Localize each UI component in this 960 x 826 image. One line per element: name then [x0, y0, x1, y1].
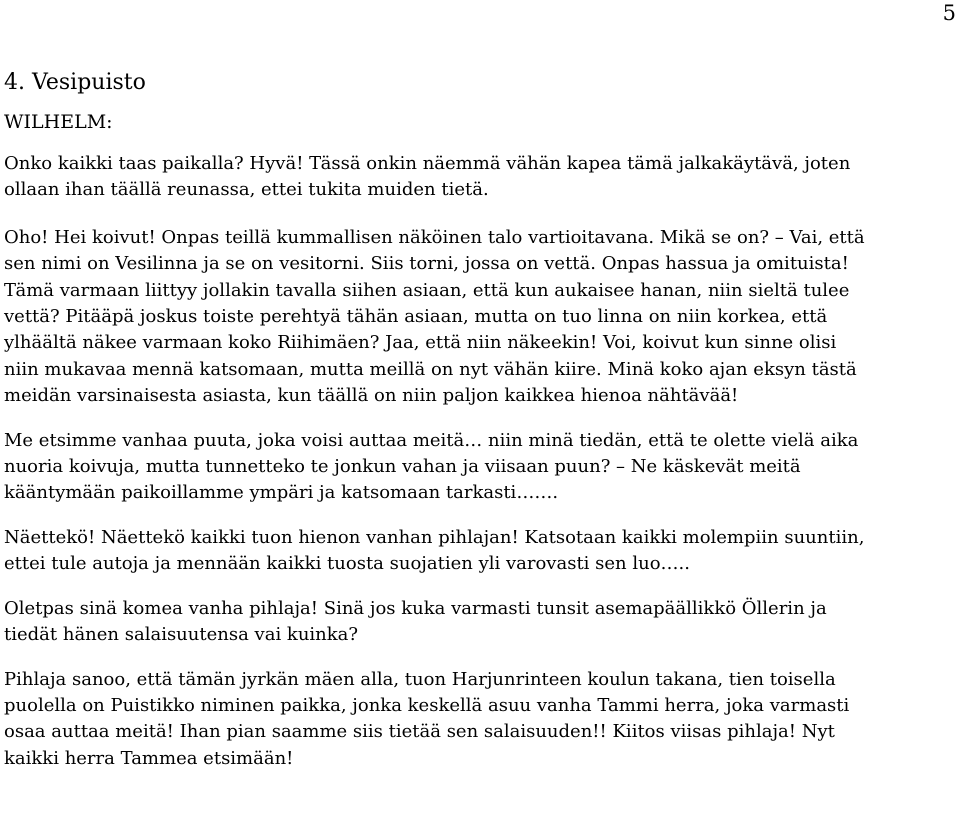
text-line: kaikki herra Tammea etsimään!: [4, 747, 294, 769]
paragraph-2: [4, 225, 956, 410]
text-line: ollaan ihan täällä reunassa, ettei tukita muiden tietä.: [4, 179, 489, 201]
text-line: vettä? Pitääpä joskus toiste perehtyä tähän asiaan, mutta on tuo linna on niin korkea, että: [4, 306, 828, 328]
page-number: 5: [942, 1, 956, 25]
text-line: kääntymään paikoillamme ympäri ja katsomaan tarkasti…….: [4, 482, 559, 504]
text-line: meidän varsinaisesta asiasta, kun täällä on niin paljon kaikkea hienoa nähtävää!: [4, 385, 739, 407]
text-line: osaa auttaa meitä! Ihan pian saamme siis tietää sen salaisuuden!! Kiitos viisas pihlaja! Nyt: [4, 721, 835, 743]
document-body: [4, 68, 956, 790]
text-line: niin mukavaa mennä katsomaan, mutta meillä on nyt vähän kiire. Minä koko ajan eksyn tästä: [4, 358, 857, 380]
text-line: Oletpas sinä komea vanha pihlaja! Sinä jos kuka varmasti tunsit asemapäällikkö Öllerin ja: [4, 597, 827, 619]
text-line: sen nimi on Vesilinna ja se on vesitorni. Siis torni, jossa on vettä. Onpas hassua ja omituista!: [4, 253, 849, 275]
text-line: Onko kaikki taas paikalla? Hyvä! Tässä onkin näemmä vähän kapea tämä jalkakäytävä, joten: [4, 153, 851, 174]
speaker-label: WILHELM:: [4, 111, 113, 133]
text-line: Tämä varmaan liittyy jollakin tavalla siihen asiaan, että kun aukaisee hanan, niin sieltä tulee: [4, 279, 850, 301]
paragraph-1: [4, 151, 956, 204]
text-line: ettei tule autoja ja mennään kaikki tuosta suojatien yli varovasti sen luo…..: [4, 553, 690, 575]
text-line: Pihlaja sanoo, että tämän jyrkän mäen alla, tuon Harjunrinteen koulun takana, tien toisella: [4, 668, 836, 690]
paragraph-4: [4, 525, 956, 578]
text-line: puolella on Puistikko niminen paikka, jonka keskellä asuu vanha Tammi herra, joka varmasti: [4, 694, 850, 716]
paragraph-6: [4, 667, 956, 773]
paragraph-5: [4, 596, 956, 649]
text-line: Me etsimme vanhaa puuta, joka voisi auttaa meitä… niin minä tiedän, että te olette vielä aika: [4, 429, 859, 451]
text-line: Oho! Hei koivut! Onpas teillä kummallisen näköinen talo vartioitavana. Mikä se on? – Vai, että: [4, 226, 865, 248]
paragraph-3: [4, 428, 956, 507]
text-line: Näettekö! Näettekö kaikki tuon hienon vanhan pihlajan! Katsotaan kaikki molempiin suuntiin,: [4, 526, 865, 548]
text-line: tiedät hänen salaisuutensa vai kuinka?: [4, 624, 359, 646]
text-line: ylhäältä näkee varmaan koko Riihimäen? Jaa, että niin näkeekin! Voi, koivut kun sinne olisi: [4, 332, 837, 354]
chapter-heading: 4. Vesipuisto: [4, 70, 146, 95]
text-line: nuoria koivuja, mutta tunnetteko te jonkun vahan ja viisaan puun? – Ne käskevät meitä: [4, 456, 801, 478]
